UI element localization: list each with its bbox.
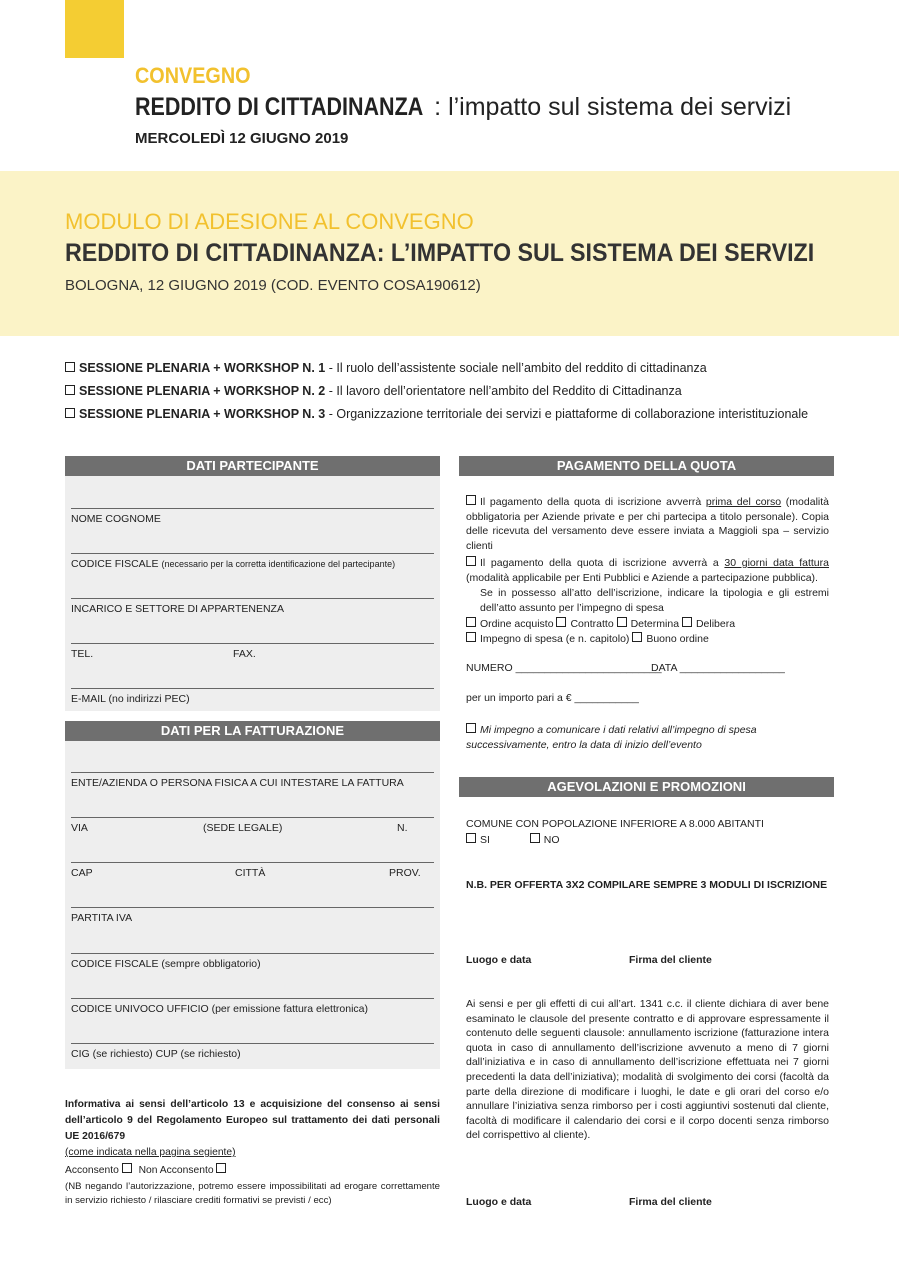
session-desc: - Il lavoro dell’orientatore nell’ambito del Reddito di Cittadinanza [325,384,682,398]
checkbox-icon[interactable] [466,632,476,642]
number-field[interactable]: NUMERO _________________________ [466,662,662,674]
act-options-row-2: Impegno di spesa (e n. capitolo) Buono ordine [466,632,709,646]
billing-panel [65,741,440,1069]
checkbox-icon[interactable] [65,362,75,372]
event-date: MERCOLEDÌ 12 GIUGNO 2019 [135,130,349,147]
small-town-options [466,833,560,847]
fiscal-code-label: CODICE FISCALE (necessario per la corretta identificazione del partecipante) [71,558,396,570]
payment-option-advance[interactable]: Il pagamento della quota di iscrizione avverrà prima del corso (modalità obbligatoria per Aziende private e per chi partecipa a titolo personale). Copia delle ricevuta del versamento deve essere inviata a Maggioli spa – servizio clienti [466,496,829,552]
checkbox-icon[interactable] [617,617,627,627]
yes-checkbox[interactable] [466,833,476,843]
no-consent-label: Non Acconsento [138,1165,214,1176]
number-label: N. [397,822,408,834]
checkbox-icon[interactable] [466,617,476,627]
checkbox-icon[interactable] [466,556,476,566]
billing-fiscal-code-label: CODICE FISCALE (sempre obbligatorio) [71,958,261,970]
billing-fiscal-code-field[interactable] [71,953,434,954]
checkbox-icon[interactable] [556,617,566,627]
office-code-label: CODICE UNIVOCO UFFICIO (per emissione fattura elettronica) [71,1003,368,1015]
checkbox-icon[interactable] [65,408,75,418]
privacy-note: (NB negando l’autorizzazione, potremo essere impossibilitati ad erogare correttamente in servizio richiesto / rilasciare crediti formativi se previsti / ecc) [65,1181,440,1206]
session-label: SESSIONE PLENARIA + WORKSHOP N. 1 [79,361,326,375]
checkbox-icon[interactable] [466,723,476,733]
email-field[interactable] [71,688,434,689]
no-checkbox[interactable] [530,833,540,843]
email-label: E-MAIL (no indirizzi PEC) [71,693,190,705]
consent-label: Acconsento [65,1165,119,1176]
session-desc: - Organizzazione territoriale dei servizi e piattaforme di collaborazione interistituzionale [325,407,809,421]
checkbox-icon[interactable] [466,495,476,505]
name-field[interactable] [71,508,434,509]
yes-label: SI [480,834,490,846]
event-title-rest: : l’impatto sul sistema dei servizi [434,93,792,121]
entity-label: ENTE/AZIENDA O PERSONA FISICA A CUI INTESTARE LA FATTURA [71,777,404,789]
checkbox-icon[interactable] [65,385,75,395]
entity-field[interactable] [71,772,434,773]
module-kicker: MODULO DI ADESIONE AL CONVEGNO [65,209,474,234]
prov-label: PROV. [389,867,421,879]
offer-note: N.B. PER OFFERTA 3X2 COMPILARE SEMPRE 3 MODULI DI ISCRIZIONE [466,879,828,891]
vat-field[interactable] [71,907,434,908]
module-title: REDDITO DI CITTADINANZA: L’IMPATTO SUL SISTEMA DEI SERVIZI [65,239,815,267]
role-field[interactable] [71,598,434,599]
small-town-label: COMUNE CON POPOLAZIONE INFERIORE A 8.000 ABITANTI [466,818,764,830]
cap-label: CAP [71,867,93,879]
event-title-bold: REDDITO DI CITTADINANZA [135,93,424,121]
fiscal-code-field[interactable] [71,553,434,554]
act-options-row-1: Ordine acquisto Contratto Determina Delibera [466,617,735,631]
consent-options [65,1163,230,1177]
office-code-field[interactable] [71,998,434,999]
participant-heading: DATI PARTECIPANTE [65,456,440,476]
cig-cup-label: CIG (se richiesto) CUP (se richiesto) [71,1048,241,1060]
payment-option-invoice[interactable]: Il pagamento della quota di iscrizione avverrà a 30 giorni data fattura (modalità applicabile per Enti Pubblici e Aziende a partecipazione pubblica). [466,557,829,584]
commit-option[interactable]: Mi impegno a comunicare i dati relativi all’impegno di spesa successivamente, entro la data di inizio dell’evento [466,724,757,751]
vat-label: PARTITA IVA [71,912,133,924]
session-label: SESSIONE PLENARIA + WORKSHOP N. 2 [79,384,326,398]
signature-label[interactable]: Firma del cliente [629,954,712,966]
address-field[interactable] [71,817,434,818]
place-date-label[interactable]: Luogo e data [466,954,532,966]
session-label: SESSIONE PLENARIA + WORKSHOP N. 3 [79,407,326,421]
module-subtitle: BOLOGNA, 12 GIUGNO 2019 (COD. EVENTO COSA190612) [65,277,481,294]
role-label: INCARICO E SETTORE DI APPARTENENZA [71,603,284,615]
name-label: NOME COGNOME [71,513,161,525]
session-option-3[interactable] [65,406,808,422]
participant-panel [65,476,440,711]
event-kicker: CONVEGNO [135,63,251,88]
clauses-text: Ai sensi e per gli effetti di cui all’art. 1341 c.c. il cliente dichiara di aver bene esaminato le clausole del presente contratto e di approvare espressamente il contenuto delle seguenti clausole: annullamento iscrizione (fatturazione intera quota in caso di annullamento dell’iscrizione avvenuto a meno di 7 giorni dall’iniziativa e in caso di annullamento dell’iscrizione effettuata nei 7 giorni precedenti la data dell’iniziativa); modalità di svolgimento dei corsi (facoltà da parte della direzione di modificare i luoghi, le date e gli orari del corso e/o annullare l’iniziativa senza rimborso per i costi aggiuntivi sostenuti dal cliente, facoltà di modificare il calendario dei corsi e il corpo docenti senza rimborso del corrispettivo al cliente). [466,998,829,1142]
header-accent-block [65,0,124,58]
date-field[interactable]: DATA __________________ [651,662,785,674]
checkbox-icon[interactable] [632,632,642,642]
cig-cup-field[interactable] [71,1043,434,1044]
phone-fax-field[interactable] [71,643,434,644]
no-label: NO [543,834,560,846]
billing-heading: DATI PER LA FATTURAZIONE [65,721,440,741]
tel-label: TEL. [71,648,94,660]
sede-label: (SEDE LEGALE) [203,822,283,834]
city-field[interactable] [71,862,434,863]
city-label: CITTÀ [235,867,266,879]
privacy-link[interactable]: (come indicata nella pagina segiente) [65,1147,236,1158]
payment-act-instructions: Se in possesso all’atto dell’iscrizione, indicare la tipologia e gli estremi dell’atto assunto per l’impegno di spesa [480,587,829,614]
signature-label-2[interactable]: Firma del cliente [629,1196,712,1208]
checkbox-icon[interactable] [682,617,692,627]
event-title [135,93,791,121]
session-option-2[interactable] [65,383,682,399]
fax-label: FAX. [233,648,256,660]
amount-field[interactable]: per un importo pari a € ___________ [466,692,639,704]
session-option-1[interactable] [65,360,707,376]
no-consent-checkbox[interactable] [216,1163,226,1173]
place-date-label-2[interactable]: Luogo e data [466,1196,532,1208]
promo-heading: AGEVOLAZIONI E PROMOZIONI [459,777,834,797]
payment-heading: PAGAMENTO DELLA QUOTA [459,456,834,476]
consent-checkbox[interactable] [122,1163,132,1173]
session-desc: - Il ruolo dell’assistente sociale nell’ambito del reddito di cittadinanza [325,361,707,375]
via-label: VIA [71,822,88,834]
privacy-text: Informativa ai sensi dell’articolo 13 e acquisizione del consenso ai sensi dell’articolo 9 del Regolamento Europeo sul trattamento dei dati personali UE 2016/679 (come indicata nella pagina segiente) [65,1099,440,1158]
